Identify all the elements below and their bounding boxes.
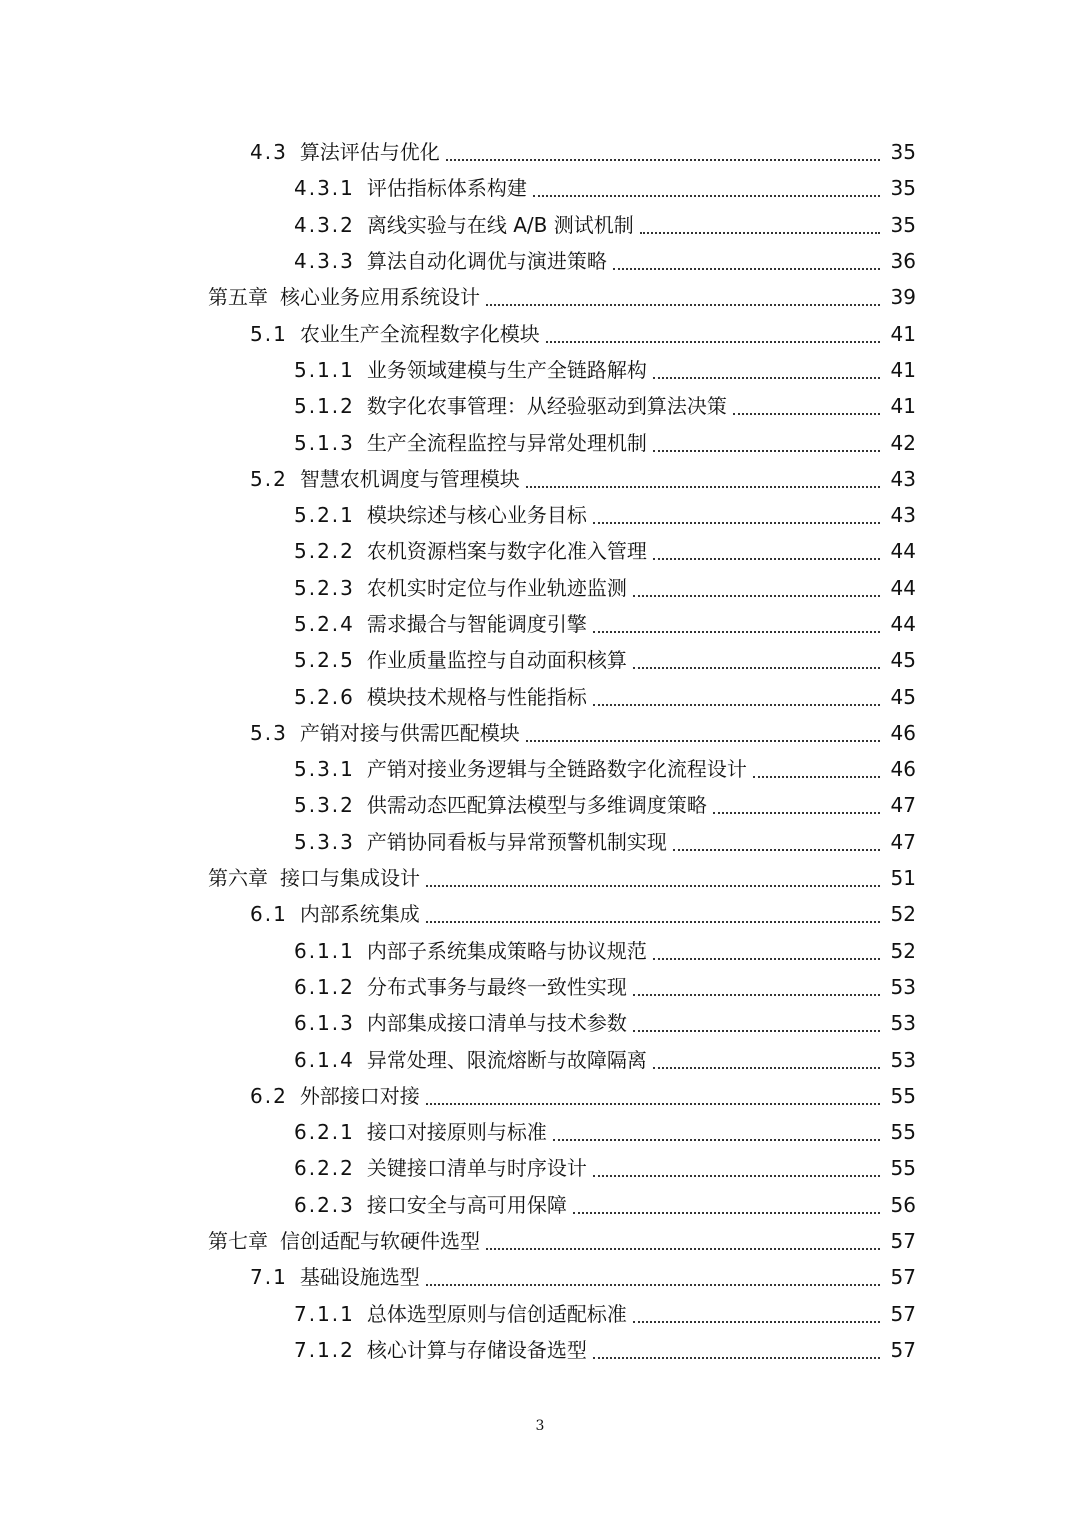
toc-entry-page: 53 (890, 1047, 916, 1072)
toc-entry-page: 52 (890, 902, 916, 927)
toc-subsection-entry[interactable] (0, 642, 1080, 678)
toc-entry-title: 内部子系统集成策略与协议规范 (366, 938, 647, 963)
toc-entry-page: 41 (890, 357, 916, 382)
toc-entry-page: 41 (890, 394, 916, 419)
toc-entry-title: 分布式事务与最终一致性实现 (366, 974, 627, 999)
toc-entry-title: 算法评估与优化 (299, 140, 440, 165)
toc-entry-number: 6.1.1 (294, 938, 355, 963)
toc-dot-leader (526, 486, 880, 488)
toc-entry-number: 7.1.2 (294, 1337, 355, 1362)
toc-entry-page: 46 (890, 720, 916, 745)
toc-dot-leader (633, 595, 880, 597)
toc-entry-number: 4.3 (250, 140, 288, 165)
toc-entry-page: 57 (890, 1301, 916, 1326)
toc-entry-title: 智慧农机调度与管理模块 (299, 466, 520, 491)
toc-entry-page: 45 (890, 648, 916, 673)
toc-subsection-entry[interactable] (0, 787, 1080, 823)
toc-entry-page: 46 (890, 757, 916, 782)
toc-entry-number: 5.1.2 (294, 394, 355, 419)
toc-entry-title: 核心业务应用系统设计 (280, 285, 480, 310)
toc-entry-title: 农业生产全流程数字化模块 (299, 321, 540, 346)
toc-entry-title: 异常处理、限流熔断与故障隔离 (366, 1047, 647, 1072)
toc-subsection-entry[interactable] (0, 497, 1080, 533)
toc-section-entry[interactable] (0, 715, 1080, 751)
toc-entry-title: 供需动态匹配算法模型与多维调度策略 (366, 793, 707, 818)
toc-entry-page: 36 (890, 249, 916, 274)
toc-dot-leader (673, 849, 880, 851)
toc-entry-title: 业务领域建模与生产全链路解构 (366, 357, 647, 382)
toc-entry-page: 44 (890, 539, 916, 564)
toc-entry-title: 模块技术规格与性能指标 (366, 684, 587, 709)
toc-entry-title: 产销对接与供需匹配模块 (299, 720, 520, 745)
toc-subsection-entry[interactable] (0, 352, 1080, 388)
toc-entry-title: 核心计算与存储设备选型 (366, 1337, 587, 1362)
toc-dot-leader (653, 1067, 880, 1069)
toc-entry-title: 作业质量监控与自动面积核算 (366, 648, 627, 673)
toc-entry-page: 43 (890, 503, 916, 528)
toc-entry-title: 离线实验与在线 A/B 测试机制 (366, 212, 634, 237)
toc-entry-page: 57 (890, 1337, 916, 1362)
toc-entry-number: 4.3.2 (294, 212, 355, 237)
toc-dot-leader (546, 341, 880, 343)
toc-entry-number: 5.1.3 (294, 430, 355, 455)
toc-entry-page: 44 (890, 575, 916, 600)
toc-entry-page: 45 (890, 684, 916, 709)
toc-dot-leader (426, 1284, 880, 1286)
toc-subsection-entry[interactable] (0, 1332, 1080, 1368)
toc-dot-leader (446, 159, 880, 161)
table-of-contents (0, 134, 1080, 1368)
toc-entry-number: 5.2.6 (294, 684, 355, 709)
toc-entry-number: 5.3.2 (294, 793, 355, 818)
toc-dot-leader (613, 268, 880, 270)
toc-entry-page: 35 (890, 212, 916, 237)
toc-entry-number: 6.1.3 (294, 1011, 355, 1036)
toc-entry-number: 6.2.3 (294, 1192, 355, 1217)
toc-entry-page: 35 (890, 176, 916, 201)
toc-section-entry[interactable] (0, 1259, 1080, 1295)
toc-subsection-entry[interactable] (0, 243, 1080, 279)
toc-entry-title: 总体选型原则与信创适配标准 (366, 1301, 627, 1326)
toc-entry-page: 35 (890, 140, 916, 165)
toc-entry-page: 51 (890, 866, 916, 891)
toc-subsection-entry[interactable] (0, 1041, 1080, 1077)
toc-entry-title: 接口安全与高可用保障 (366, 1192, 567, 1217)
toc-entry-title: 产销协同看板与异常预警机制实现 (366, 829, 667, 854)
toc-entry-title: 内部集成接口清单与技术参数 (366, 1011, 627, 1036)
toc-dot-leader (486, 1248, 880, 1250)
toc-entry-page: 52 (890, 938, 916, 963)
toc-entry-page: 43 (890, 466, 916, 491)
toc-entry-title: 接口与集成设计 (280, 866, 420, 891)
toc-entry-page: 39 (890, 285, 916, 310)
toc-dot-leader (593, 631, 880, 633)
toc-subsection-entry[interactable] (0, 824, 1080, 860)
toc-subsection-entry[interactable] (0, 207, 1080, 243)
toc-entry-title: 关键接口清单与时序设计 (366, 1156, 587, 1181)
toc-entry-number: 5.2.2 (294, 539, 355, 564)
toc-entry-title: 模块综述与核心业务目标 (366, 503, 587, 528)
toc-entry-title: 农机实时定位与作业轨迹监测 (366, 575, 627, 600)
toc-dot-leader (593, 522, 880, 524)
toc-subsection-entry[interactable] (0, 606, 1080, 642)
toc-entry-title: 生产全流程监控与异常处理机制 (366, 430, 647, 455)
toc-dot-leader (593, 704, 880, 706)
toc-entry-number: 7.1 (250, 1265, 288, 1290)
toc-dot-leader (653, 958, 880, 960)
toc-dot-leader (426, 1103, 880, 1105)
toc-entry-number: 5.2.5 (294, 648, 355, 673)
toc-subsection-entry[interactable] (0, 933, 1080, 969)
toc-entry-page: 55 (890, 1156, 916, 1181)
toc-dot-leader (640, 232, 880, 234)
toc-entry-page: 47 (890, 829, 916, 854)
toc-dot-leader (593, 1175, 880, 1177)
toc-entry-number: 6.2.2 (294, 1156, 355, 1181)
toc-subsection-entry[interactable] (0, 388, 1080, 424)
toc-entry-number: 7.1.1 (294, 1301, 355, 1326)
toc-dot-leader (633, 994, 880, 996)
toc-dot-leader (653, 558, 880, 560)
toc-subsection-entry[interactable] (0, 570, 1080, 606)
toc-entry-number: 4.3.1 (294, 176, 355, 201)
toc-entry-number: 第五章 (208, 285, 268, 310)
toc-dot-leader (633, 667, 880, 669)
toc-entry-page: 55 (890, 1083, 916, 1108)
toc-section-entry[interactable] (0, 1078, 1080, 1114)
toc-entry-page: 56 (890, 1192, 916, 1217)
toc-dot-leader (633, 1321, 880, 1323)
toc-entry-page: 55 (890, 1120, 916, 1145)
toc-entry-page: 44 (890, 612, 916, 636)
toc-entry-number: 4.3.3 (294, 249, 355, 274)
toc-dot-leader (526, 740, 880, 742)
toc-entry-title: 产销对接业务逻辑与全链路数字化流程设计 (366, 757, 747, 782)
page-number: 3 (535, 1418, 545, 1434)
toc-entry-number: 5.2.1 (294, 503, 355, 528)
toc-subsection-entry[interactable] (0, 751, 1080, 787)
toc-entry-number: 6.1.2 (294, 974, 355, 999)
toc-entry-number: 5.3.1 (294, 757, 355, 782)
toc-dot-leader (653, 450, 880, 452)
toc-chapter-entry[interactable] (0, 860, 1080, 896)
toc-dot-leader (573, 1212, 880, 1214)
toc-entry-page: 57 (890, 1265, 916, 1290)
toc-entry-title: 内部系统集成 (299, 902, 420, 927)
toc-entry-title: 数字化农事管理：从经验驱动到算法决策 (366, 394, 727, 419)
toc-entry-page: 57 (890, 1229, 916, 1254)
toc-entry-title: 基础设施选型 (299, 1265, 420, 1290)
toc-section-entry[interactable] (0, 134, 1080, 170)
toc-dot-leader (733, 413, 880, 415)
toc-dot-leader (753, 776, 880, 778)
toc-entry-number: 6.1 (250, 902, 288, 927)
toc-entry-number: 5.2.4 (294, 612, 355, 636)
toc-subsection-entry[interactable] (0, 1005, 1080, 1041)
toc-entry-number: 第七章 (208, 1229, 268, 1254)
toc-dot-leader (713, 812, 880, 814)
toc-subsection-entry[interactable] (0, 1187, 1080, 1223)
toc-entry-number: 5.3 (250, 720, 288, 745)
toc-entry-number: 6.2.1 (294, 1120, 355, 1145)
toc-section-entry[interactable] (0, 461, 1080, 497)
toc-entry-title: 需求撮合与智能调度引擎 (366, 612, 587, 636)
toc-entry-number: 6.2 (250, 1083, 288, 1108)
toc-dot-leader (653, 377, 880, 379)
toc-entry-page: 47 (890, 793, 916, 818)
toc-subsection-entry[interactable] (0, 1150, 1080, 1186)
toc-section-entry[interactable] (0, 896, 1080, 932)
toc-entry-page: 41 (890, 321, 916, 346)
toc-subsection-entry[interactable] (0, 533, 1080, 569)
toc-subsection-entry[interactable] (0, 678, 1080, 714)
toc-dot-leader (553, 1139, 880, 1141)
toc-subsection-entry[interactable] (0, 1114, 1080, 1150)
toc-entry-number: 5.2.3 (294, 575, 355, 600)
toc-entry-title: 农机资源档案与数字化准入管理 (366, 539, 647, 564)
toc-entry-number: 5.1 (250, 321, 288, 346)
toc-dot-leader (426, 921, 880, 923)
toc-chapter-entry[interactable] (0, 279, 1080, 315)
toc-entry-number: 5.1.1 (294, 357, 355, 382)
toc-entry-title: 算法自动化调优与演进策略 (366, 249, 607, 274)
toc-subsection-entry[interactable] (0, 170, 1080, 206)
toc-entry-title: 评估指标体系构建 (366, 176, 527, 201)
toc-dot-leader (486, 304, 880, 306)
toc-subsection-entry[interactable] (0, 969, 1080, 1005)
toc-subsection-entry[interactable] (0, 424, 1080, 460)
toc-section-entry[interactable] (0, 315, 1080, 351)
toc-entry-number: 第六章 (208, 866, 268, 891)
toc-entry-title: 外部接口对接 (299, 1083, 420, 1108)
toc-dot-leader (633, 1030, 880, 1032)
toc-entry-page: 42 (890, 430, 916, 455)
toc-chapter-entry[interactable] (0, 1223, 1080, 1259)
toc-entry-page: 53 (890, 974, 916, 999)
toc-dot-leader (593, 1357, 880, 1359)
toc-entry-title: 信创适配与软硬件选型 (280, 1229, 480, 1254)
toc-entry-page: 53 (890, 1011, 916, 1036)
toc-entry-number: 5.3.3 (294, 829, 355, 854)
toc-dot-leader (426, 885, 880, 887)
toc-entry-title: 接口对接原则与标准 (366, 1120, 547, 1145)
toc-entry-number: 6.1.4 (294, 1047, 355, 1072)
toc-entry-number: 5.2 (250, 466, 288, 491)
toc-subsection-entry[interactable] (0, 1296, 1080, 1332)
toc-dot-leader (533, 195, 880, 197)
